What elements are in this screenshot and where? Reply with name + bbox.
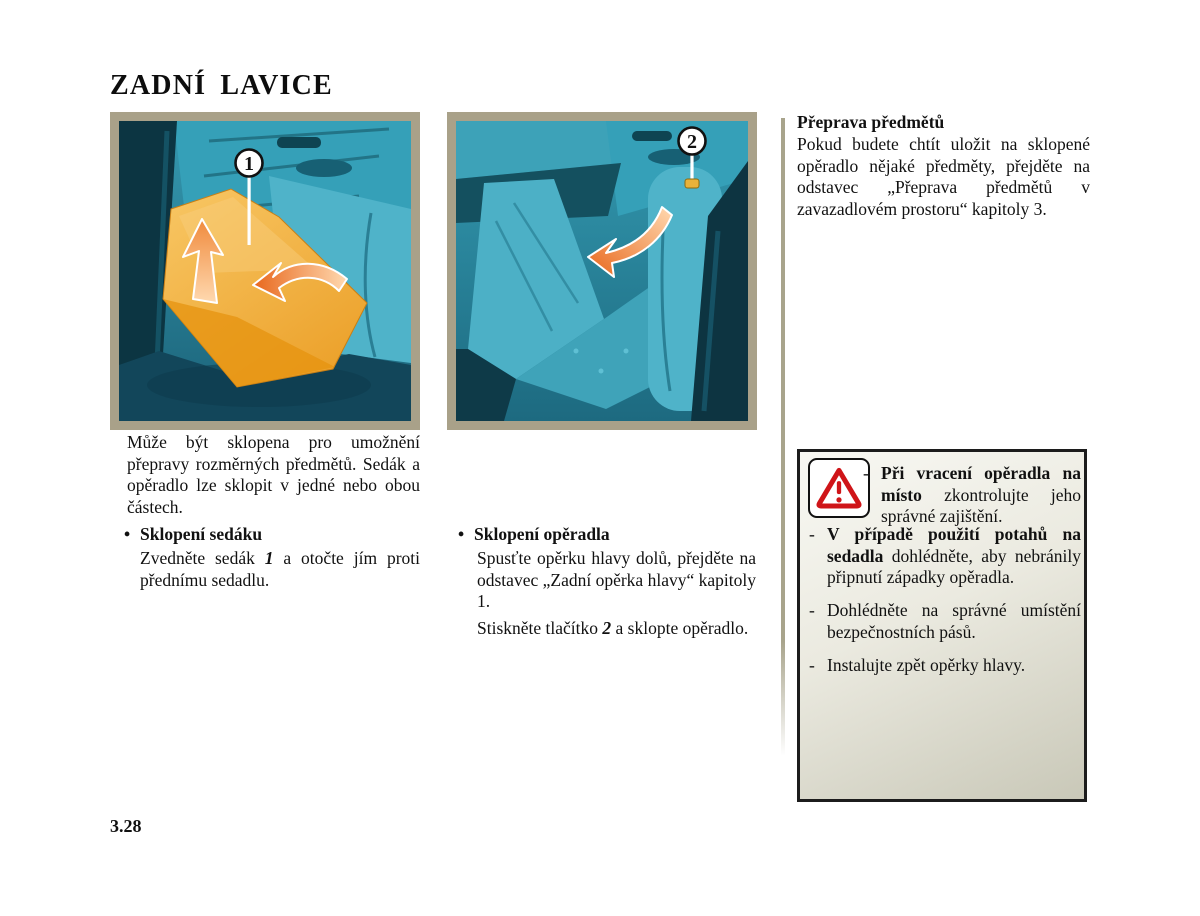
bullet-heading-label: Sklopení sedáku <box>140 524 263 544</box>
warning-plain-text: Instalujte zpět opěrky hlavy. <box>827 654 1026 675</box>
photo-rear-bench-cushion <box>119 121 411 421</box>
page-number: 3.28 <box>110 816 142 836</box>
warning-item-3 <box>809 600 1081 643</box>
warning-icon-frame <box>808 458 870 518</box>
left-column-step <box>140 548 420 591</box>
bullet-heading-fold-backrest <box>458 524 758 545</box>
warning-plain-text: dohlédněte, aby nebránily připnutí západky opěradla. <box>827 545 1081 587</box>
figure-seat-cushion-folded <box>110 112 420 430</box>
middle-column-step2 <box>477 618 756 640</box>
warning-plain-text: Dohlédněte na správné umístění bezpečnostních pásů. <box>827 600 1081 642</box>
bullet-glyph: • <box>124 524 131 544</box>
ref-number-1: 1 <box>264 548 274 568</box>
marker-line <box>248 169 251 245</box>
step-text: Zvedněte sedák <box>140 548 265 568</box>
dash-glyph: - <box>809 600 815 620</box>
warning-box <box>797 449 1087 802</box>
marker-1-label: 1 <box>244 153 254 175</box>
warning-item-list <box>809 524 1081 688</box>
step-text: a otočte jím proti přednímu sedadlu. <box>140 548 420 590</box>
warning-item-text <box>827 655 1081 677</box>
dash-glyph: - <box>809 524 815 544</box>
bullet-heading-label: Sklopení opěradla <box>474 524 610 544</box>
middle-column-step1: Spusťte opěrku hlavy dolů, přejděte na odstavec „Zadní opěrka hlavy“ kapitoly 1. <box>477 548 756 611</box>
door-handle-shape <box>296 159 352 177</box>
backrest-illustration <box>456 121 748 421</box>
bullet-heading-fold-cushion <box>124 524 420 545</box>
warning-triangle-icon <box>816 466 862 510</box>
warning-item-text <box>881 463 1081 528</box>
right-column-paragraph: Pokud budete chtít uložit na sklopené opěradlo nějaké předměty, přejděte na odstavec „Přeprava předmětů v zavazadlovém prostoru“ kapitoly 3. <box>797 134 1090 219</box>
warning-item-text <box>827 600 1081 643</box>
warning-bold-text: V případě použití potahů na sedadla <box>827 524 1081 566</box>
warning-item-4 <box>809 655 1081 677</box>
bullet-glyph: • <box>458 524 465 544</box>
warning-bold-text: Při vracení opěradla na místo <box>881 463 1081 505</box>
step-text: Stiskněte tlačítko <box>477 618 603 638</box>
seat-cushion-illustration <box>119 121 411 421</box>
step-text: a sklopte opěradlo. <box>611 618 749 638</box>
warning-item-1 <box>863 463 1081 528</box>
photo-rear-backrest-folded <box>456 121 748 421</box>
page-title: ZADNÍ LAVICE <box>110 70 333 101</box>
left-column-intro: Může být sklopena pro umožnění přepravy rozměrných předmětů. Sedák a opěradlo lze sklopit v jedné nebo obou částech. <box>127 432 420 517</box>
warning-item-2 <box>809 524 1081 589</box>
warning-plain-text: zkontrolujte jeho správné zajištění. <box>881 484 1081 526</box>
marker-2-label: 2 <box>687 131 697 153</box>
dash-glyph: - <box>809 654 815 675</box>
warning-item-text <box>827 524 1081 589</box>
column-divider <box>781 118 785 756</box>
dash-glyph: - <box>863 463 869 483</box>
backrest-release-button-shape <box>685 179 699 188</box>
ref-number-2: 2 <box>602 618 612 638</box>
right-column-heading: Přeprava předmětů <box>797 112 945 132</box>
figure-backrest-folded <box>447 112 757 430</box>
